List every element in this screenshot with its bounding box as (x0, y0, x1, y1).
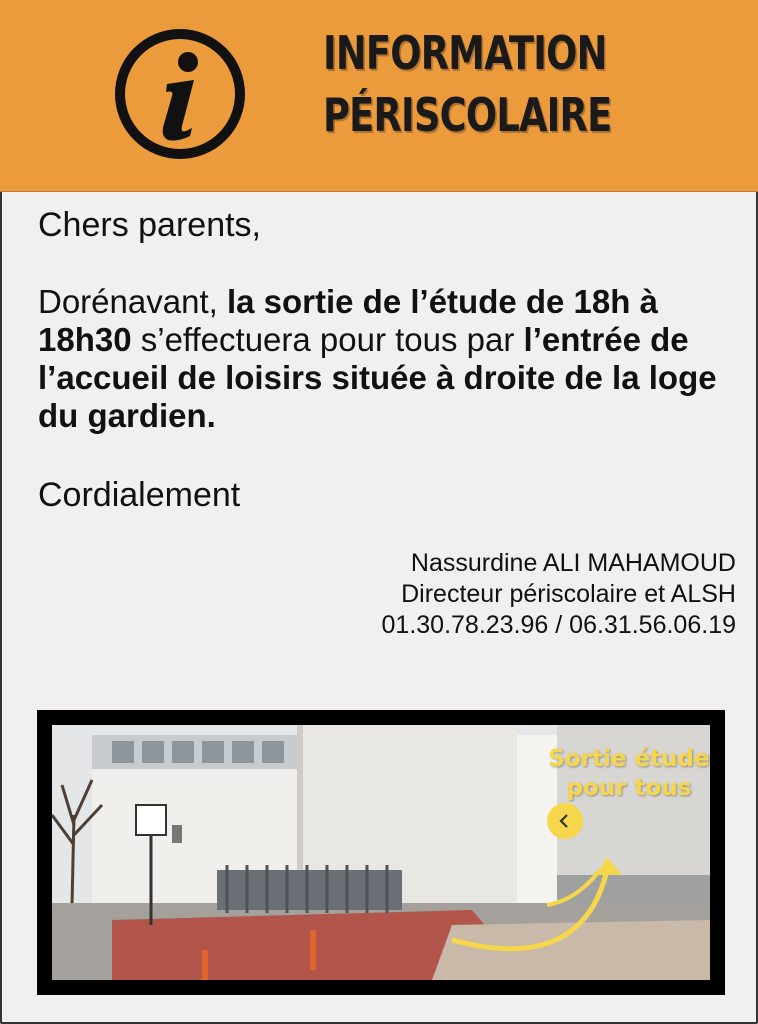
photo-label-line-2: pour tous (566, 775, 692, 801)
photo-frame (37, 710, 725, 995)
signature-phones: 01.30.78.23.96 / 06.31.56.06.19 (381, 611, 736, 639)
signature-name: Nassurdine ALI MAHAMOUD (410, 549, 736, 577)
chevron-left-icon (547, 803, 583, 839)
message-part-2: la sortie de l’étude de 18h à 18h30 (38, 283, 658, 358)
header-banner (0, 0, 758, 192)
greeting: Chers parents, (38, 206, 261, 244)
message (38, 283, 728, 435)
signature (236, 548, 736, 641)
title-line-2: PÉRISCOLAIRE (323, 88, 612, 142)
street-photo (52, 725, 710, 980)
photo-label-line-1: Sortie étude (548, 746, 710, 772)
info-icon (112, 26, 248, 162)
page-title (323, 22, 612, 146)
message-part-4: l’entrée de l’accueil de loisirs située à droite de la loge du gardien. (38, 321, 717, 434)
message-part-3: s’effectuera pour tous par (131, 321, 524, 358)
photo-label (544, 745, 710, 803)
title-line-1: INFORMATION (323, 26, 607, 80)
message-part-1: Dorénavant, (38, 283, 227, 320)
signature-role: Directeur périscolaire et ALSH (401, 580, 736, 608)
closing: Cordialement (38, 476, 241, 514)
